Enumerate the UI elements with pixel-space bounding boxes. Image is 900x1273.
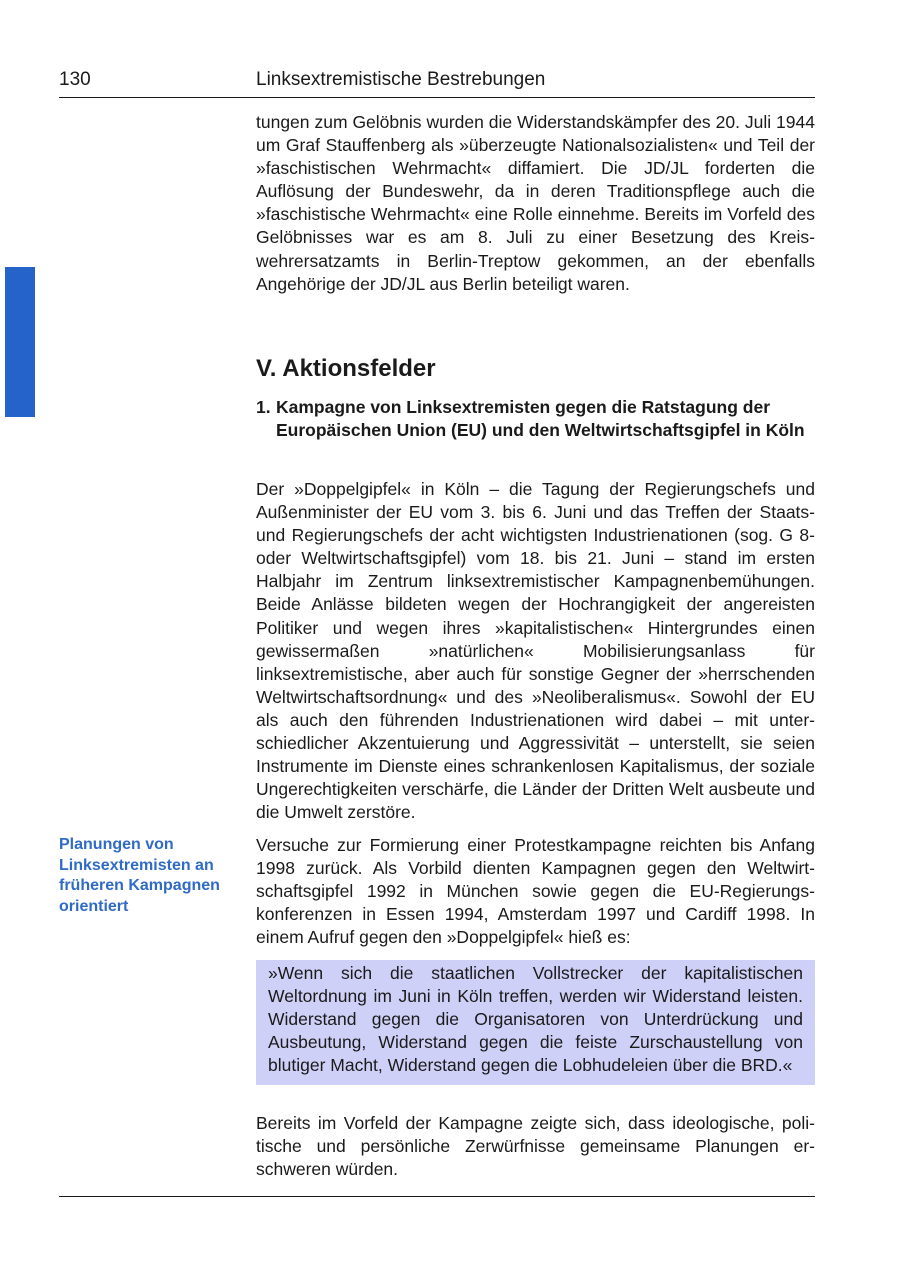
section-number: 1.: [256, 397, 271, 417]
margin-note: Planungen von Linksextremisten an früheren Kampagnen orientiert: [59, 836, 220, 915]
paragraph-doppelgipfel: Der »Doppelgipfel« in Köln – die Tagung der Regierungschefs und Außenminister der EU vom 3. bis 6. Juni und das Treffen der Staats- und Regierungschefs der acht wichtigsten Industrienationen (sog. G 8- oder Weltwirtschaftsgipfel) vom 18. bis 21. Juni – stand im ersten Halbjahr im Zentrum linksextremistischer Kampagnenbemühungen. Beide Anlässe bildeten wegen der Hochrangigkeit der angereisten Politiker und wegen ihres »kapitalistischen« Hintergrundes einen gewissermaßen »natürlichen« Mobilisierungsanlass für linksextremistische, aber auch für sonstige Gegner der »herrschenden Weltwirtschaftsordnung« und des »Neoliberalismus«. Sowohl der EU als auch den führenden Industrienationen wird dabei – mit unterschiedlicher Akzentuierung und Aggressivität – unterstellt, sie seien Instrumente im Dienste eines schrankenlosen Kapitalismus, der soziale Ungerechtigkeiten verschärfe, die Länder der Dritten Welt ausbeute und die Umwelt zerstöre.: [256, 479, 815, 823]
section-heading: [256, 396, 815, 442]
section-title: Kampagne von Linksextremisten gegen die Ratstagung der Europäischen Union (EU) und den Weltwirtschaftsgipfel in Köln: [276, 397, 805, 440]
quote-text: »Wenn sich die staatlichen Vollstrecker der kapitalistischen Weltordnung im Juni in Köln treffen, werden wir Widerstand leisten. Widerstand gegen die Organisatoren von Unterdrückung und Ausbeutung, Widerstand gegen die feiste Zurschaustellung von blutiger Macht, Widerstand gegen die Lobhudeleien über die BRD.«: [268, 963, 803, 1076]
paragraph-vorfeld: Bereits im Vorfeld der Kampagne zeigte sich, dass ideologische, politische und persönliche Zerwürfnisse gemeinsame Planungen erschweren würden.: [256, 1113, 815, 1180]
page-number: 130: [59, 69, 91, 90]
chapter-side-tab: [5, 267, 35, 417]
paragraph-versuche: Versuche zur Formierung einer Protestkampagne reichten bis Anfang 1998 zurück. Als Vorbild dienten Kampagnen gegen den Weltwirtschaftsgipfel 1992 in München sowie gegen die EU-Regierungskonferenzen in Essen 1994, Amsterdam 1997 und Cardiff 1998. In einem Aufruf gegen den »Doppelgipfel« hieß es:: [256, 835, 815, 948]
running-head: Linksextremistische Bestrebungen: [256, 69, 546, 90]
chapter-heading: V. Aktionsfelder: [256, 355, 436, 382]
paragraph-intro: tungen zum Gelöbnis wurden die Widerstandskämpfer des 20. Juli 1944 um Graf Stauffenberg als »überzeugte Nationalsozialisten« und Teil der »faschistischen Wehrmacht« diffamiert. Die JD/JL forderten die Auflösung der Bundeswehr, da in deren Traditionspflege auch die »faschistische Wehrmacht« eine Rolle einnehme. Bereits im Vorfeld des Gelöbnisses war es am 8. Juli zu einer Besetzung des Kreiswehrersatzamts in Berlin-Treptow gekommen, an der ebenfalls Angehörige der JD/JL aus Berlin beteiligt waren.: [256, 112, 815, 294]
header-divider: [59, 97, 815, 98]
quote-box: [256, 960, 815, 1085]
footer-divider: [59, 1196, 815, 1197]
